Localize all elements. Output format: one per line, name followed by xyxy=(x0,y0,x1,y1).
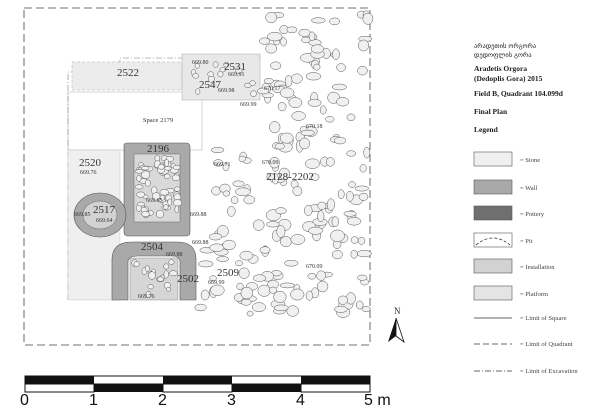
stone xyxy=(349,181,356,187)
stone xyxy=(269,122,280,133)
stone xyxy=(173,165,180,169)
stone xyxy=(137,202,144,206)
stone xyxy=(304,205,312,216)
stone xyxy=(233,181,244,187)
stone xyxy=(337,97,349,106)
elevation-15: 669.88 xyxy=(166,252,183,258)
elevation-8: 670.09 xyxy=(262,160,279,166)
stone xyxy=(306,73,321,81)
stone xyxy=(309,32,315,41)
scale-label-5: 5 m xyxy=(364,392,391,409)
stone xyxy=(172,175,180,181)
stone xyxy=(209,234,222,241)
stone xyxy=(337,64,346,72)
stone xyxy=(309,227,323,234)
stone xyxy=(134,261,139,267)
stone xyxy=(274,305,288,311)
legend-swatch xyxy=(474,152,512,166)
stone xyxy=(259,38,270,45)
stone xyxy=(363,13,373,24)
scale-seg-2 xyxy=(94,384,163,392)
scale-seg-4 xyxy=(232,384,301,392)
elevation-2: 669.91 xyxy=(228,72,245,78)
stone xyxy=(275,143,284,149)
stone xyxy=(280,236,291,246)
scale-seg-5 xyxy=(301,376,370,384)
stone xyxy=(333,49,340,60)
stone xyxy=(358,237,365,244)
stone xyxy=(164,205,169,210)
scale-seg-1 xyxy=(25,376,94,384)
scale-bar xyxy=(25,376,370,392)
stone xyxy=(260,247,270,254)
site-title-line-1: Aradetis Orgora xyxy=(474,64,528,73)
stone xyxy=(276,208,287,214)
stone xyxy=(210,244,224,252)
stone xyxy=(227,206,235,216)
stone xyxy=(280,283,295,288)
elevation-18: 669.76 xyxy=(138,294,155,300)
stone xyxy=(250,81,256,86)
stone xyxy=(266,12,277,23)
locus-2517: 2517 xyxy=(93,204,115,216)
stone xyxy=(347,114,355,121)
stone xyxy=(357,275,367,280)
legend-installation: = Installation xyxy=(520,264,555,271)
stone xyxy=(327,199,335,211)
scale-label-0: 0 xyxy=(20,392,29,409)
stone xyxy=(314,64,321,70)
stone xyxy=(148,272,155,280)
georgian-title-line-1: არადეთის ორგორა xyxy=(474,42,537,50)
stone xyxy=(164,174,170,179)
stone xyxy=(148,284,154,289)
stone xyxy=(266,44,277,53)
stone xyxy=(299,29,311,37)
stone xyxy=(137,192,145,197)
stone xyxy=(251,91,257,97)
stone xyxy=(135,170,144,174)
locus-2504: 2504 xyxy=(141,241,163,253)
stone xyxy=(193,73,199,78)
stone xyxy=(271,62,281,70)
elevation-12: 669.64 xyxy=(96,218,113,224)
stone xyxy=(308,99,321,106)
stone xyxy=(330,230,344,242)
locus-2509: 2509 xyxy=(217,267,239,279)
stone xyxy=(135,185,143,189)
elevation-5: 669.99 xyxy=(240,102,257,108)
stone xyxy=(357,250,371,257)
stone xyxy=(285,260,299,266)
stone xyxy=(291,235,305,245)
stone xyxy=(289,98,302,108)
stone xyxy=(300,138,310,149)
north-label: N xyxy=(394,306,401,316)
locus-2196: 2196 xyxy=(147,143,169,155)
elevation-17: 670.09 xyxy=(306,264,323,270)
stone xyxy=(241,287,253,299)
stone xyxy=(277,226,285,238)
elevation-13: 669.88 xyxy=(190,212,207,218)
stone xyxy=(362,306,370,311)
stone xyxy=(223,240,236,250)
stone xyxy=(287,306,299,317)
stone xyxy=(211,285,225,296)
stone xyxy=(317,281,328,292)
stone xyxy=(244,196,255,204)
stone xyxy=(198,261,213,267)
locus-2128-2202: 2128-2202 xyxy=(266,171,314,183)
stone xyxy=(351,250,358,258)
stone xyxy=(338,296,348,305)
stone xyxy=(175,206,179,213)
legend-swatch xyxy=(474,259,512,273)
stone xyxy=(351,237,358,244)
legend-limit-quadrant: = Limit of Quadrant xyxy=(520,341,573,348)
stone xyxy=(285,76,292,87)
site-title-line-2: (Dedoplis Gora) 2015 xyxy=(474,74,543,83)
stone xyxy=(253,220,264,231)
stone xyxy=(168,199,172,205)
stone xyxy=(252,303,265,312)
stone xyxy=(157,277,163,282)
stone xyxy=(201,290,209,300)
stone xyxy=(211,147,224,152)
stone xyxy=(344,211,356,216)
space-2179-area xyxy=(68,92,202,150)
stone xyxy=(317,271,326,281)
stone xyxy=(239,268,249,279)
stone xyxy=(274,291,287,303)
stone xyxy=(235,261,243,266)
elevation-4: 670.17 xyxy=(264,86,281,92)
legend-limit-excavation: = Limit of Excavation xyxy=(520,368,578,375)
stone xyxy=(332,217,339,227)
legend-swatches xyxy=(474,152,512,371)
stone xyxy=(174,187,180,192)
stone xyxy=(355,186,369,191)
stone xyxy=(247,311,253,316)
stone xyxy=(141,166,149,170)
elevation-7: 669.71 xyxy=(214,162,231,168)
stone xyxy=(347,217,361,225)
stone xyxy=(235,188,250,196)
legend-pit: = Pit xyxy=(520,238,533,245)
stone xyxy=(267,222,280,228)
stone xyxy=(280,88,294,98)
stone xyxy=(311,18,325,23)
stone xyxy=(166,288,170,292)
stone xyxy=(142,211,150,217)
locus-2520: 2520 xyxy=(79,157,101,169)
stone xyxy=(145,266,149,272)
legend-wall: = Wall xyxy=(520,185,538,192)
elevation-1: 669.80 xyxy=(192,60,209,66)
stone xyxy=(338,190,344,199)
stone xyxy=(308,273,316,279)
elevation-9: 669.76 xyxy=(80,170,97,176)
legend-limit-square: = Limit of Square xyxy=(520,315,567,322)
north-arrow-icon xyxy=(388,306,404,342)
stone xyxy=(158,165,164,170)
stone xyxy=(359,193,368,200)
elevation-3: 669.98 xyxy=(218,88,235,94)
elevation-16: 669.99 xyxy=(208,280,225,286)
stone xyxy=(320,106,326,114)
stone xyxy=(332,250,342,259)
elevation-11: 669.85 xyxy=(74,212,91,218)
stone xyxy=(291,289,305,300)
stone xyxy=(347,151,356,157)
scale-label-3: 3 xyxy=(227,392,236,409)
scale-label-1: 1 xyxy=(89,392,98,409)
stone xyxy=(253,275,266,282)
scale-seg-3 xyxy=(163,376,232,384)
stone xyxy=(237,283,244,290)
stone xyxy=(291,74,302,84)
stone xyxy=(164,264,169,269)
stone xyxy=(330,18,340,25)
stone xyxy=(278,102,286,111)
legend-swatch xyxy=(474,286,512,300)
scale-label-2: 2 xyxy=(158,392,167,409)
legend-swatch xyxy=(474,206,512,220)
elevation-6: 670.18 xyxy=(306,124,323,130)
stone xyxy=(281,38,287,46)
stone xyxy=(305,159,319,169)
elevation-14: 669.88 xyxy=(192,240,209,246)
locus-2502: 2502 xyxy=(177,273,199,285)
legend-swatch xyxy=(474,180,512,194)
legend-heading: Legend xyxy=(474,125,498,134)
stone xyxy=(240,251,253,260)
locus-2522: 2522 xyxy=(117,67,139,79)
stone xyxy=(306,291,313,300)
stone xyxy=(223,191,230,196)
stone xyxy=(213,62,218,68)
stone xyxy=(332,84,346,90)
stone xyxy=(208,72,214,77)
stone xyxy=(293,186,302,195)
locus-2531: 2531 xyxy=(224,61,246,73)
stone xyxy=(156,210,164,218)
stone xyxy=(165,159,169,166)
stone xyxy=(264,78,274,83)
stone xyxy=(311,45,324,53)
legend-pottery: = Pottery xyxy=(520,211,545,218)
stone xyxy=(212,187,221,196)
legend-swatch xyxy=(474,233,512,247)
georgian-title-line-2: დედოფლის გორა xyxy=(474,51,532,59)
stone xyxy=(335,306,348,312)
space-2179-label: Space 2179 xyxy=(142,117,174,124)
stone xyxy=(169,260,175,265)
stone xyxy=(326,116,335,122)
stone xyxy=(346,191,353,201)
stone xyxy=(287,27,297,33)
stone xyxy=(318,211,325,222)
legend-stone: = Stone xyxy=(520,157,541,164)
plan-subtitle: Final Plan xyxy=(474,107,508,116)
stone xyxy=(280,133,293,143)
locus-2547: 2547 xyxy=(199,79,221,91)
stone xyxy=(360,164,366,172)
stone xyxy=(239,156,246,162)
stone xyxy=(326,158,334,167)
field-title: Field B, Quadrant 104.099d xyxy=(474,89,563,98)
stone xyxy=(195,304,207,311)
stone xyxy=(164,167,172,171)
stone xyxy=(358,40,368,51)
stone xyxy=(292,112,306,121)
elevation-10: 669.65 xyxy=(146,198,163,204)
stone xyxy=(160,189,169,195)
stone xyxy=(173,200,182,207)
stone xyxy=(358,66,368,75)
stone xyxy=(241,299,251,305)
stone xyxy=(231,197,238,204)
stone xyxy=(136,175,141,181)
stone xyxy=(145,180,150,186)
stone xyxy=(318,202,326,210)
stone xyxy=(334,137,346,144)
stone xyxy=(364,147,370,158)
stone xyxy=(217,257,229,262)
legend-platform: = Platform xyxy=(520,291,549,298)
stone xyxy=(301,130,315,136)
scale-label-4: 4 xyxy=(296,392,305,409)
stone xyxy=(164,271,169,279)
